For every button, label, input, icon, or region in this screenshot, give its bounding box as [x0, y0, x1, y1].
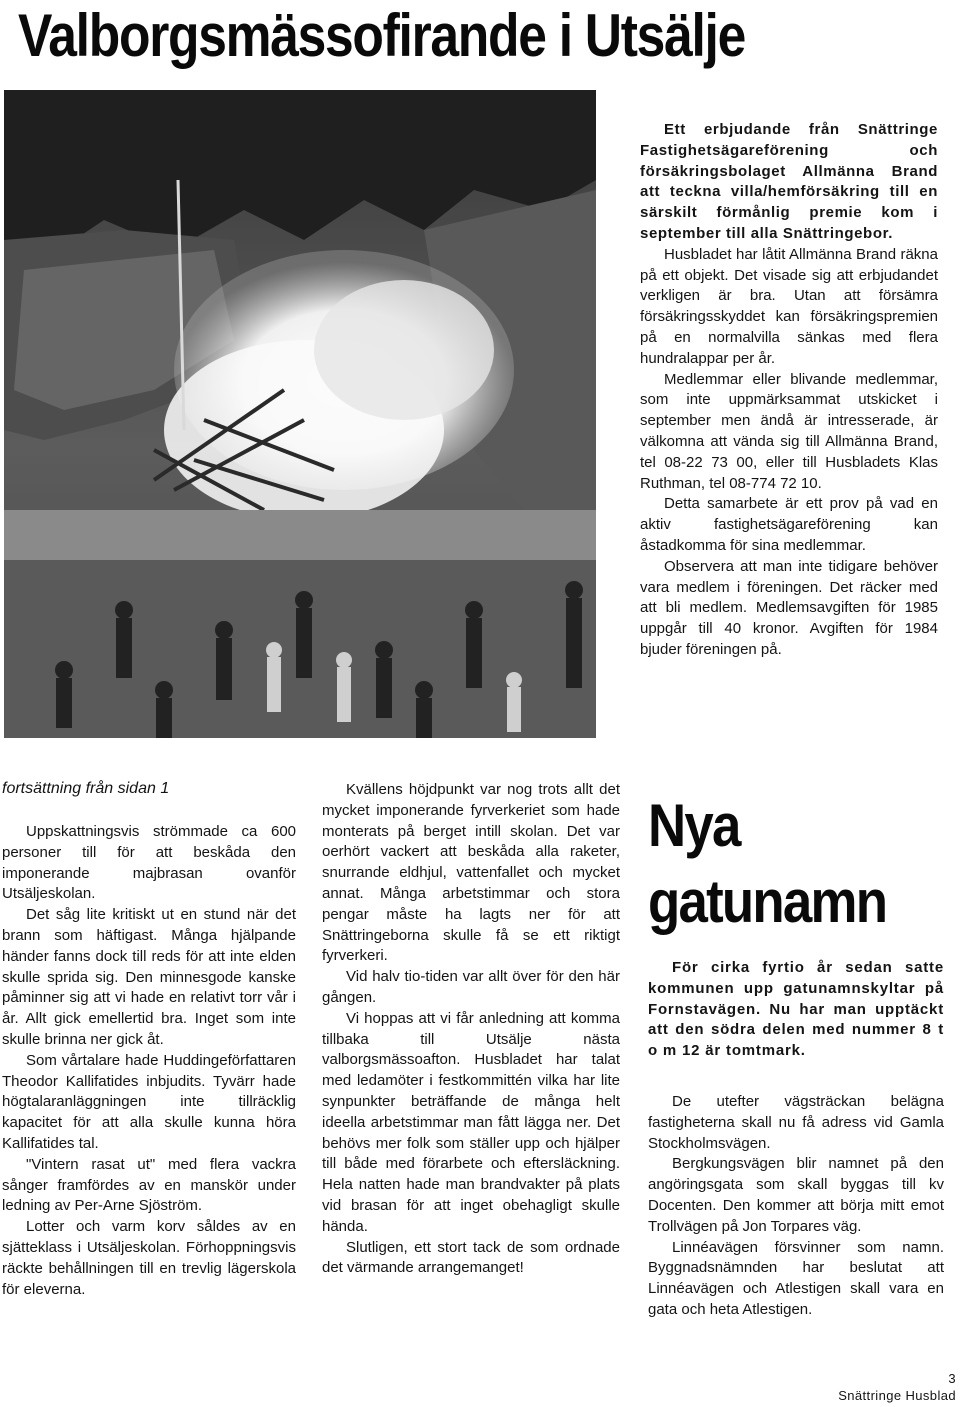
insurance-paragraph: Medlemmar eller blivande medlemmar, som inte uppmärksammat utskicket i september men ändå är intresserade, är välkomna att vända sig till Allmänna Brand, tel 08-22 73 00, eller till Husbladets Klas Ruthman, tel 08-774 72 10. [640, 370, 938, 492]
continuation-paragraph: Uppskattningsvis strömmade ca 600 personer till för att beskåda den imponerande majbrasan ovanför Utsäljeskolan. [2, 823, 296, 903]
streets-headline-line2: gatunamn [648, 868, 887, 935]
streets-paragraph: De utefter vägsträckan belägna fastigheterna skall nu få adress vid Gamla Stockholmsvägen. [648, 1093, 944, 1152]
continuation-article [2, 822, 296, 1300]
middle-article [322, 780, 620, 1279]
continuation-paragraph: Som vårtalare hade Huddingeförfattaren Theodor Kallifatides inbjudits. Tyvärr hade högtalaranläggningen inte tillräcklig kapacitet för att alla skulle kunna höra Kallifatides tal. [2, 1051, 296, 1152]
streets-headline [648, 788, 948, 940]
streets-paragraph: Linnéavägen försvinner som namn. Byggnadsnämnden har beslutat att Linnéavägen och Atlestigen skall vara en gata och heta Atlestigen. [648, 1238, 944, 1318]
page-footer [838, 1370, 956, 1404]
continuation-paragraph: Lotter och varm korv såldes av en sjätteklass i Utsäljeskolan. Förhoppningsvis räckte behållningen till en trevlig lägerskola för eleverna. [2, 1218, 296, 1298]
insurance-paragraph: Detta samarbete är ett prov på vad en aktiv fastighetsägareförening kan åstadkomma för sina medlemmar. [640, 495, 938, 554]
streets-article [648, 1092, 944, 1321]
bonfire-photo-image [4, 90, 596, 738]
insurance-paragraph: Observera att man inte tidigare behöver vara medlem i föreningen. Det räcker med att bli medlem. Medlemsavgiften för 1985 uppgår till 40 kronor. Avgiften för 1984 bjuder föreningen på. [640, 557, 938, 658]
streets-lead: För cirka fyrtio år sedan satte kommunen upp gatunamnskyltar på Fornstavägen. Nu har man upptäckt att den södra delen med nummer 8 t o m 12 är tomtmark. [648, 959, 944, 1060]
middle-paragraph: Vid halv tio-tiden var allt över för den här gången. [322, 968, 620, 1006]
page-headline: Valborgsmässofirande i Utsälje [18, 2, 745, 69]
insurance-article [640, 120, 938, 661]
continuation-paragraph: "Vintern rasat ut" med flera vackra sånger framfördes av en manskör under ledning av Per-Arne Sjöström. [2, 1155, 296, 1215]
insurance-lead: Ett erbjudande från Snättringe Fastighetsägareförening och försäkringsbolaget Allmänna Brand att teckna villa/hemförsäkring till en särskilt förmånlig premie kom i september till alla Snättringebor. [640, 121, 938, 242]
publication-name: Snättringe Husblad [838, 1388, 956, 1403]
middle-paragraph: Slutligen, ett stort tack de som ordnade det värmande arrangemanget! [322, 1238, 620, 1277]
streets-headline-line1: Nya [648, 792, 740, 859]
streets-paragraph: Bergkungsvägen blir namnet på den angöringsgata som skall byggas till kv Docenten. Den kommer att börja mitt emot Trollvägen på Jon Torpares väg. [648, 1155, 944, 1235]
continuation-label: fortsättning från sidan 1 [2, 780, 170, 797]
middle-paragraph: Vi hoppas att vi får anledning att komma tillbaka till Utsälje nästa valborgsmässoafton. Husbladet har talat med ledamöter i festkommittén vilka har lite synpunkter beträffande de många helt ideella arbetstimmar man fått lägga ner. Det behövs mer folk som ställer upp och hjälper till både med förarbete och eftersläckning. Hela natten hade man brandvakter på plats vid brasan för att inget obehagligt skulle hända. [322, 1009, 620, 1235]
middle-paragraph: Kvällens höjdpunkt var nog trots allt det mycket imponerande fyrverkeriet som hade monterats på berget intill skolan. Det var oerhört vackert att beskåda alla raketer, snurrande eldhjul, vattenfallet och mycket annat. Många arbetstimmar och stora pengar måste ha lagts ner för att Snättringeborna skulle få se ett riktigt fyrverkeri. [322, 781, 620, 965]
bonfire-photo [4, 90, 596, 738]
continuation-paragraph: Det såg lite kritiskt ut en stund när det brann som häftigast. Många hjälpande händer fanns dock till reds för att inte elden skulle sprida sig. Den minnesgode kanske påminner sig att vi hade en relativt torr vår i år. Allt gick emellertid bra. Inget som inte skulle brinna ner gick åt. [2, 906, 296, 1048]
insurance-paragraph: Husbladet har låtit Allmänna Brand räkna på ett objekt. Det visade sig att erbjudandet verkligen är bra. Utan att försämra försäkringsskyddet kan försäkringspremien på en normalvilla sänkas med flera hundralappar per år. [640, 245, 938, 367]
page-number: 3 [948, 1371, 956, 1386]
